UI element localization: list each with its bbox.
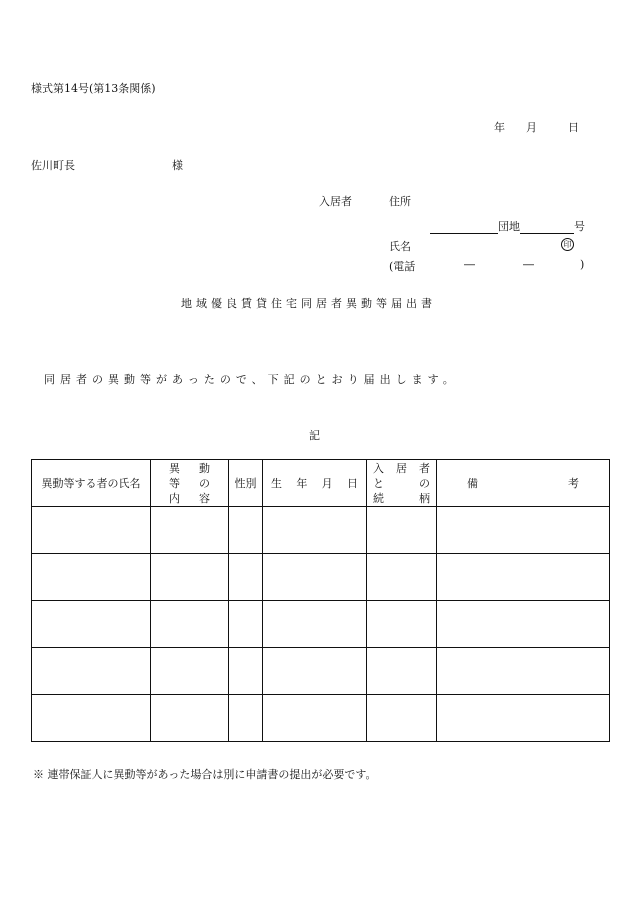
cell-birthdate[interactable] <box>263 695 367 742</box>
cell-sex[interactable] <box>229 648 263 695</box>
form-number: 様式第14号(第13条関係) <box>31 82 156 95</box>
addressee-honorific: 様 <box>172 159 183 172</box>
header-name: 異動等する者の氏名 <box>32 460 151 507</box>
cell-relation[interactable] <box>367 648 437 695</box>
address-label: 住所 <box>389 195 411 208</box>
date-line <box>494 119 579 135</box>
table-row <box>32 695 610 742</box>
document-title: 地域優良賃貸住宅同居者異動等届出書 <box>181 297 436 310</box>
date-day: 日 <box>568 121 579 134</box>
room-blank <box>520 221 574 234</box>
danchi-label: 団地 <box>498 220 520 233</box>
cell-birthdate[interactable] <box>263 507 367 554</box>
cell-change[interactable] <box>151 601 229 648</box>
cell-relation[interactable] <box>367 601 437 648</box>
phone-dash-1: ― <box>464 258 475 271</box>
addressee-to: 佐川町長 <box>31 159 75 172</box>
phone-dash-2: ― <box>523 258 534 271</box>
cell-change[interactable] <box>151 648 229 695</box>
phone-open: (電話 <box>389 260 416 273</box>
danchi-line <box>430 218 585 234</box>
go-label: 号 <box>574 220 585 233</box>
ki-mark: 記 <box>309 429 320 442</box>
footnote: ※ 連帯保証人に異動等があった場合は別に申請書の提出が必要です。 <box>33 768 377 781</box>
statement: 同居者の異動等があったので、下記のとおり届出します。 <box>44 373 459 386</box>
applicant-role: 入居者 <box>319 195 352 208</box>
phone-close: ) <box>580 258 585 271</box>
seal-icon: 印 <box>561 237 574 251</box>
cell-remarks[interactable] <box>437 648 610 695</box>
cell-sex[interactable] <box>229 507 263 554</box>
table-row <box>32 601 610 648</box>
cell-relation[interactable] <box>367 554 437 601</box>
cell-sex[interactable] <box>229 601 263 648</box>
table-row <box>32 554 610 601</box>
header-birthdate: 生 年 月 日 <box>263 460 367 507</box>
date-month: 月 <box>526 121 537 134</box>
cell-name[interactable] <box>32 601 151 648</box>
change-table <box>31 459 610 742</box>
header-sex: 性別 <box>229 460 263 507</box>
cell-remarks[interactable] <box>437 554 610 601</box>
header-relation: 入 居 者 と の 続 柄 <box>367 460 437 507</box>
cell-name[interactable] <box>32 554 151 601</box>
table-row <box>32 507 610 554</box>
cell-birthdate[interactable] <box>263 601 367 648</box>
cell-name[interactable] <box>32 695 151 742</box>
cell-birthdate[interactable] <box>263 648 367 695</box>
danchi-blank <box>430 221 498 234</box>
name-label: 氏名 <box>389 240 411 253</box>
table-row <box>32 648 610 695</box>
cell-remarks[interactable] <box>437 507 610 554</box>
header-remarks: 備 考 <box>437 460 610 507</box>
cell-relation[interactable] <box>367 695 437 742</box>
cell-relation[interactable] <box>367 507 437 554</box>
cell-change[interactable] <box>151 554 229 601</box>
date-year: 年 <box>494 121 505 134</box>
header-change: 異 動 等 の 内 容 <box>151 460 229 507</box>
cell-remarks[interactable] <box>437 601 610 648</box>
cell-sex[interactable] <box>229 695 263 742</box>
table-header-row <box>32 460 610 507</box>
cell-name[interactable] <box>32 648 151 695</box>
cell-sex[interactable] <box>229 554 263 601</box>
cell-remarks[interactable] <box>437 695 610 742</box>
cell-birthdate[interactable] <box>263 554 367 601</box>
cell-change[interactable] <box>151 695 229 742</box>
cell-name[interactable] <box>32 507 151 554</box>
cell-change[interactable] <box>151 507 229 554</box>
